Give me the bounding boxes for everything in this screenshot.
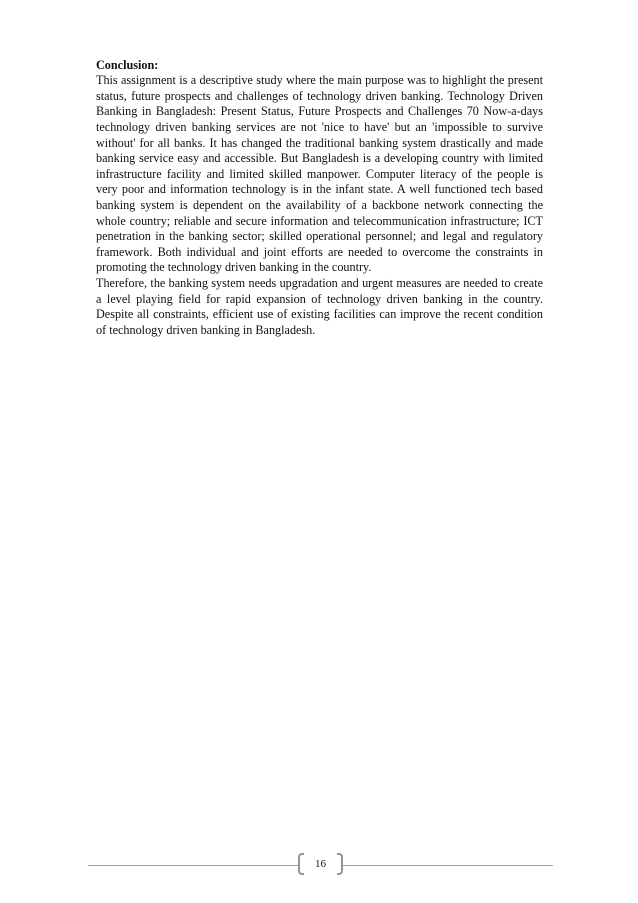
page-number-box <box>298 852 343 878</box>
page-number: 16 <box>315 858 326 870</box>
footer-rule-left <box>88 865 298 866</box>
footer-rule-right <box>343 865 553 866</box>
section-heading: Conclusion: <box>96 58 159 72</box>
body-paragraph-1: This assignment is a descriptive study where the main purpose was to highlight the present status, future prospects and challenges of technology driven banking. Technology Driven Banking in Bangladesh: Present Status, Future Prospects and Challenges 70 Now-a-days technology driven banking services are not 'nice to have' but an 'impossible to survive without' for all banks. It has changed the traditional banking system drastically and made banking service easy and accessible. But Bangladesh is a developing country with limited infrastructure facility and limited skilled manpower. Computer literacy of the people is very poor and information technology is in the infant state. A well functioned tech based banking system is dependent on the availability of a backbone network connecting the whole country; reliable and secure information and telecommunication infrastructure; ICT penetration in the banking sector; skilled operational personnel; and legal and regulatory framework. Both individual and joint efforts are needed to overcome the constraints in promoting the technology driven banking in the country. <box>96 73 543 275</box>
body-paragraph-2: Therefore, the banking system needs upgradation and urgent measures are needed to create a level playing field for rapid expansion of technology driven banking in the country. Despite all constraints, efficient use of existing facilities can improve the recent condition of technology driven banking in Bangladesh. <box>96 275 543 337</box>
page-body <box>96 58 543 338</box>
page-footer <box>88 852 553 878</box>
right-bracket-ornament <box>337 853 343 875</box>
